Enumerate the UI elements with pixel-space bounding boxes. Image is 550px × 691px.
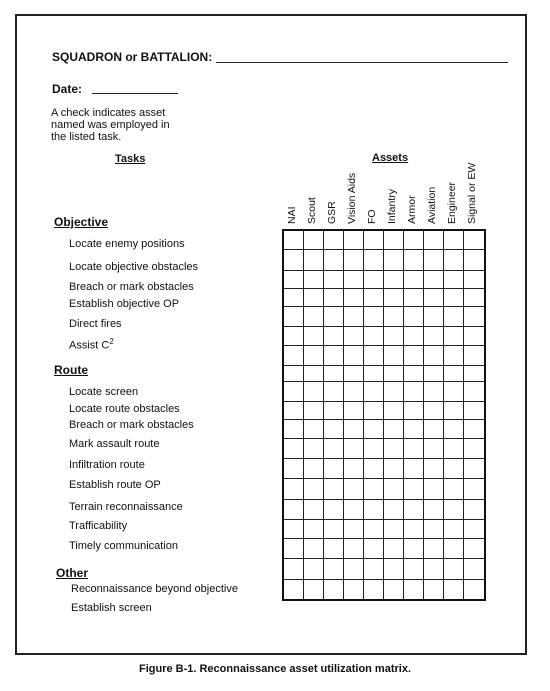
grid-col-line (363, 231, 364, 599)
task-mark-assault-route: Mark assault route (69, 438, 160, 450)
assist-superscript: 2 (109, 337, 114, 346)
task-terrain-reconnaissance: Terrain reconnaissance (69, 501, 183, 513)
task-locate-enemy-positions: Locate enemy positions (69, 238, 185, 250)
grid-col-line (323, 231, 324, 599)
section-title-route: Route (54, 363, 88, 377)
grid-col-line (463, 231, 464, 599)
task-locate-objective-obstacles: Locate objective obstacles (69, 261, 199, 273)
grid-row-line (284, 558, 484, 559)
grid-row-line (284, 438, 484, 439)
grid-row-line (284, 419, 484, 420)
grid-row-line (284, 288, 484, 289)
tasks-header: Tasks (115, 153, 146, 165)
grid-row-line (284, 306, 484, 307)
task-trafficability: Trafficability (69, 520, 128, 532)
note-line-2: named was employed in (51, 119, 170, 131)
grid-col-line (443, 231, 444, 599)
asset-header-aviation: Aviation (426, 186, 438, 224)
note-line-3: the listed task. (51, 131, 122, 143)
task-assist-c2 (69, 337, 114, 352)
grid-col-line (343, 231, 344, 599)
date-line (92, 93, 178, 94)
task-direct-fires: Direct fires (69, 318, 122, 330)
unit-line (216, 62, 508, 63)
task-breach-or-mark-obstacles-route: Breach or mark obstacles (69, 419, 194, 431)
grid-row-line (284, 326, 484, 327)
task-breach-or-mark-obstacles: Breach or mark obstacles (69, 281, 194, 293)
asset-header-engineer: Engineer (446, 181, 458, 224)
unit-label: SQUADRON or BATTALION: (52, 50, 213, 64)
grid-row-line (284, 381, 484, 382)
task-assist-c2-label: Assist C (69, 339, 110, 352)
task-locate-route-obstacles: Locate route obstacles (69, 403, 180, 415)
grid-row-line (284, 478, 484, 479)
asset-header-signal-or-ew: Signal or EW (466, 162, 478, 224)
assets-header: Assets (372, 152, 409, 164)
asset-header-gsr: GSR (326, 201, 338, 224)
asset-matrix-grid (282, 229, 486, 601)
grid-row-line (284, 538, 484, 539)
task-locate-screen: Locate screen (69, 386, 139, 398)
asset-header-fo: FO (366, 209, 378, 224)
asset-header-infantry: Infantry (386, 188, 398, 224)
asset-header-vision-aids: Vision Aids (346, 172, 358, 224)
grid-row-line (284, 519, 484, 520)
grid-row-line (284, 401, 484, 402)
grid-col-line (403, 231, 404, 599)
grid-row-line (284, 579, 484, 580)
grid-col-line (423, 231, 424, 599)
grid-col-line (303, 231, 304, 599)
task-establish-objective-op: Establish objective OP (69, 298, 180, 310)
asset-header-nai: NAI (286, 206, 298, 224)
asset-header-armor: Armor (406, 195, 418, 224)
grid-col-line (383, 231, 384, 599)
section-title-other: Other (56, 566, 89, 580)
task-timely-communication: Timely communication (69, 540, 179, 552)
task-establish-screen: Establish screen (71, 602, 152, 614)
task-reconnaissance-beyond-objective: Reconnaissance beyond objective (71, 583, 238, 595)
grid-row-line (284, 365, 484, 366)
date-label: Date: (52, 82, 83, 96)
task-infiltration-route: Infiltration route (69, 459, 145, 471)
grid-row-line (284, 345, 484, 346)
grid-row-line (284, 499, 484, 500)
grid-row-line (284, 270, 484, 271)
grid-row-line (284, 249, 484, 250)
task-establish-route-op: Establish route OP (69, 479, 161, 491)
section-title-objective: Objective (54, 215, 109, 229)
note-line-1: A check indicates asset (51, 107, 166, 119)
grid-row-line (284, 458, 484, 459)
asset-header-scout: Scout (306, 197, 318, 224)
figure-caption: Figure B-1. Reconnaissance asset utilization matrix. (138, 663, 412, 675)
